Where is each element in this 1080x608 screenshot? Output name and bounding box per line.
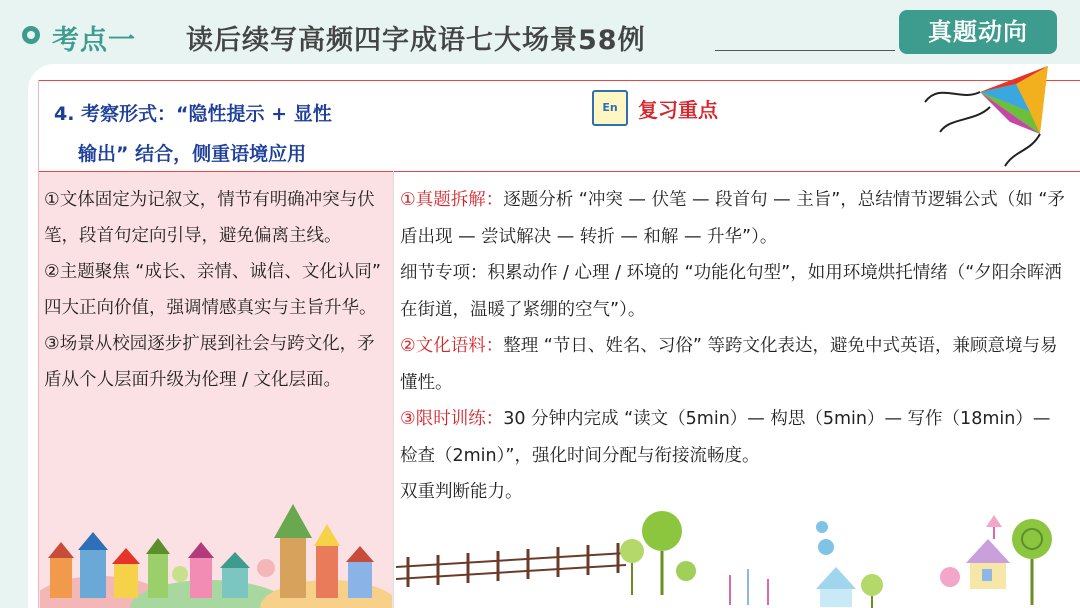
right-item-text: 30 分钟内完成 “读文（5min）— 构思（5min）— 写作（18min）— 检查（2min）”，强化时间分配与衔接流畅度。 <box>400 409 1051 466</box>
review-label: 复习重点 <box>638 98 718 122</box>
column-divider <box>393 171 394 608</box>
right-item-text: 逐题分析 “冲突 — 伏笔 — 段首句 — 主旨”，总结情节逻辑公式（如 “矛盾出现 — 尝试解决 — 转折 — 和解 — 升华”）。 <box>400 190 1065 247</box>
header-bar <box>0 0 1080 70</box>
right-item <box>400 182 1070 255</box>
section-tag: 真题动向 <box>899 10 1057 54</box>
sub-heading-line2: 输出” 结合，侧重语境应用 <box>78 143 307 165</box>
right-item-label: ②文化语料： <box>400 336 504 356</box>
sub-heading <box>54 94 394 174</box>
right-item <box>400 255 1070 328</box>
left-item: ②主题聚焦 “成长、亲情、诚信、文化认同” 四大正向价值，强调情感真实与主旨升华。 <box>44 262 381 318</box>
section-bullet-icon <box>22 26 40 44</box>
right-item-label: ③限时训练： <box>400 409 504 429</box>
garden-illustration <box>396 505 1080 608</box>
sub-heading-line1: 4. 考察形式：“隐性提示 + 显性 <box>54 103 332 125</box>
right-item-text: 双重判断能力。 <box>400 482 523 502</box>
right-item-text: 细节专项：积累动作 / 心理 / 环境的 “功能化句型”，如用环境烘托情绪（“夕阳余晖洒在街道，温暖了紧绷的空气”）。 <box>400 263 1062 320</box>
title-underline <box>715 50 895 51</box>
right-content <box>400 182 1070 511</box>
kite-icon <box>920 62 1060 172</box>
right-item-label: ①真题拆解： <box>400 190 504 210</box>
left-content <box>44 182 390 398</box>
left-border <box>38 80 39 608</box>
right-item <box>400 328 1070 401</box>
page-title: 读后续写高频四字成语七大场景58例 <box>186 25 646 56</box>
left-item: ③场景从校园逐步扩展到社会与跨文化，矛盾从个人层面升级为伦理 / 文化层面。 <box>44 334 375 390</box>
right-item <box>400 401 1070 474</box>
town-illustration <box>40 498 392 608</box>
left-item: ①文体固定为记叙文，情节有明确冲突与伏笔，段首句定向引导，避免偏离主线。 <box>44 190 375 246</box>
right-item-text: 整理 “节日、姓名、习俗” 等跨文化表达，避免中式英语，兼顾意境与易懂性。 <box>400 336 1058 393</box>
section-label: 考点一 <box>52 25 136 56</box>
book-icon: En <box>592 90 628 126</box>
